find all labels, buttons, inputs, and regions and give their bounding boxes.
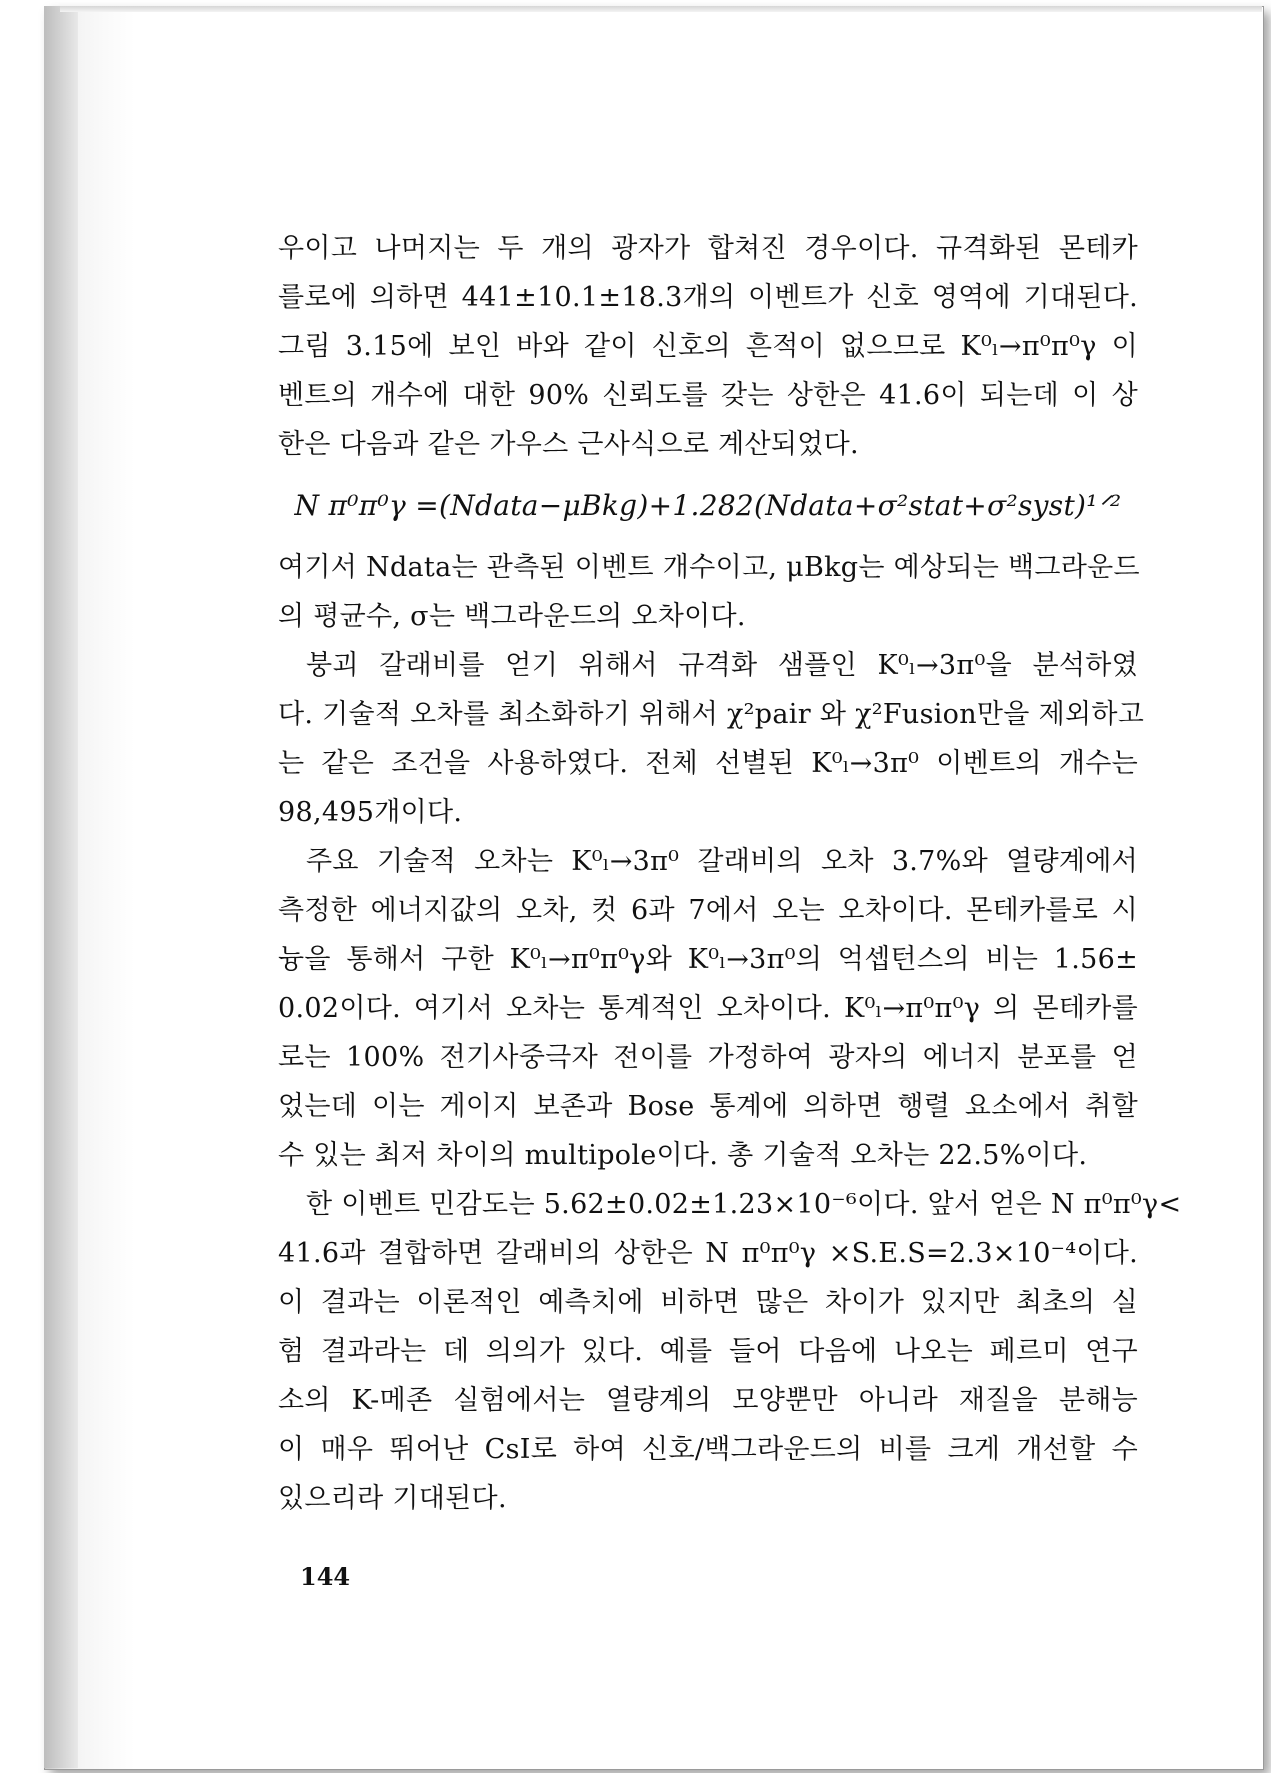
text-line: 수 있는 최저 차이의 multipole이다. 총 기술적 오차는 22.5%이다. [278,1140,1088,1171]
page-spine-edge [44,6,78,1768]
text-line: 그림 3.15에 보인 바와 같이 신호의 흔적이 없으므로 K⁰ₗ→π⁰π⁰γ 이 [278,331,1138,362]
text-line: 있으리라 기대된다. [278,1483,507,1514]
text-line: 소의 K-메존 실험에서는 열량계의 모양뿐만 아니라 재질을 분해능 [278,1385,1138,1416]
text-line: 의 평균수, σ는 백그라운드의 오차이다. [278,601,746,632]
text-line: 이 매우 뛰어난 CsI로 하여 신호/백그라운드의 비를 크게 개선할 수 [278,1434,1138,1465]
text-line: 한은 다음과 같은 가우스 근사식으로 계산되었다. [278,429,859,460]
text-line: 98,495개이다. [278,797,463,828]
text-line: 다. 기술적 오차를 최소화하기 위해서 χ²pair 와 χ²Fusion만을 제외하고 [278,699,1145,730]
paragraph-3 [278,641,1145,837]
equation-upper-limit: N π⁰π⁰γ =(Ndata−μBkg)+1.282(Ndata+σ²stat+σ²syst)¹ᐟ² [294,489,1122,522]
text-line: 여기서 Ndata는 관측된 이벤트 개수이고, μBkg는 예상되는 백그라운드 [278,552,1140,583]
text-line: 붕괴 갈래비를 얻기 위해서 규격화 샘플인 K⁰ₗ→3π⁰을 분석하였 [306,650,1138,681]
text-line: 우이고 나머지는 두 개의 광자가 합쳐진 경우이다. 규격화된 몬테카 [278,233,1138,264]
text-line: 41.6과 결합하면 갈래비의 상한은 N π⁰π⁰γ ×S.E.S=2.3×10⁻⁴이다. [278,1238,1138,1269]
text-line: 0.02이다. 여기서 오차는 통계적인 오차이다. K⁰ₗ→π⁰π⁰γ 의 몬테카를 [278,993,1138,1024]
text-line: 주요 기술적 오차는 K⁰ₗ→3π⁰ 갈래비의 오차 3.7%와 열량계에서 [306,846,1138,877]
page-top-edge [60,6,1262,12]
text-line: 는 같은 조건을 사용하였다. 전체 선별된 K⁰ₗ→3π⁰ 이벤트의 개수는 [278,748,1138,779]
paragraph-2 [278,543,1138,641]
page-body [278,224,1182,1523]
text-line: 이 결과는 이론적인 예측치에 비하면 많은 차이가 있지만 최초의 실 [278,1287,1138,1318]
paragraph-1 [278,224,1138,469]
paragraph-5 [278,1180,1182,1523]
text-line: 한 이벤트 민감도는 5.62±0.02±1.23×10⁻⁶이다. 앞서 얻은 N π⁰π⁰γ< [306,1189,1182,1220]
page-number: 144 [300,1562,351,1591]
text-line: 측정한 에너지값의 오차, 컷 6과 7에서 오는 오차이다. 몬테카를로 시 [278,895,1138,926]
text-line: 를로에 의하면 441±10.1±18.3개의 이벤트가 신호 영역에 기대된다. [278,282,1138,313]
paragraph-4 [278,837,1138,1180]
text-line: 험 결과라는 데 의의가 있다. 예를 들어 다음에 나오는 페르미 연구 [278,1336,1138,1367]
text-line: 로는 100% 전기사중극자 전이를 가정하여 광자의 에너지 분포를 얻 [278,1042,1138,1073]
text-line: 었는데 이는 게이지 보존과 Bose 통계에 의하면 행렬 요소에서 취할 [278,1091,1138,1122]
text-line: 벤트의 개수에 대한 90% 신뢰도를 갖는 상한은 41.6이 되는데 이 상 [278,380,1138,411]
text-line: 늉을 통해서 구한 K⁰ₗ→π⁰π⁰γ와 K⁰ₗ→3π⁰의 억셉턴스의 비는 1.56± [278,944,1138,975]
